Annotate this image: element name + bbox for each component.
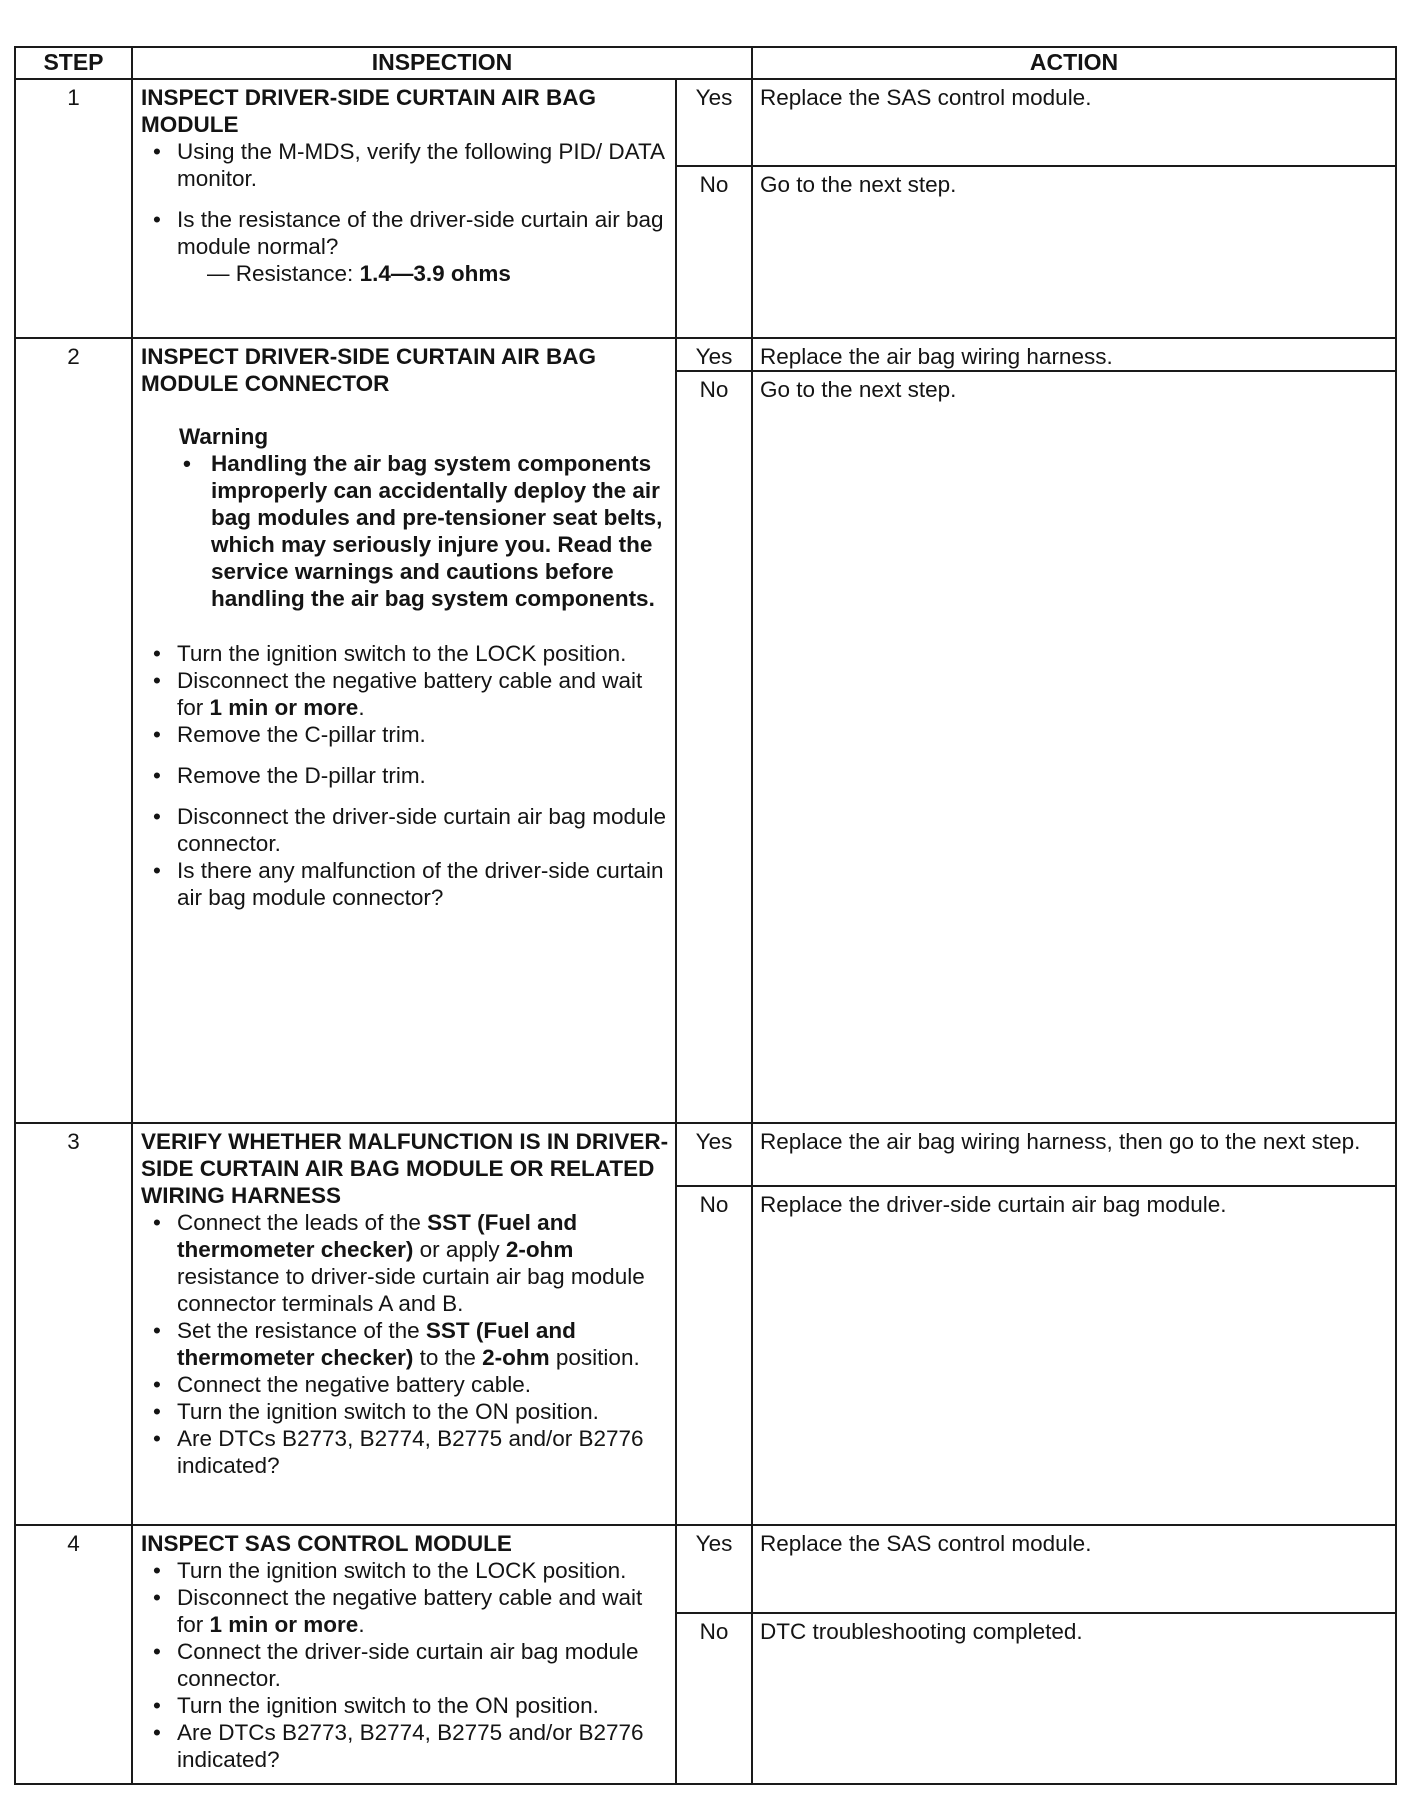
inspection-bullet: • Disconnect the negative battery cable and wait for 1 min or more. <box>145 1584 669 1638</box>
yes-label: Yes <box>676 79 752 166</box>
yes-label: Yes <box>676 1123 752 1186</box>
yes-label: Yes <box>676 1525 752 1613</box>
inspection-bullet: • Remove the D-pillar trim. <box>145 762 669 789</box>
yes-action: Replace the SAS control module. <box>752 79 1396 166</box>
step-2-yes-row <box>15 338 1396 371</box>
inspection-header: INSPECTION <box>132 47 752 79</box>
step-title: VERIFY WHETHER MALFUNCTION IS IN DRIVER-SIDE CURTAIN AIR BAG MODULE OR RELATED WIRING HARNESS <box>141 1129 669 1209</box>
inspection-bullet: • Is the resistance of the driver-side curtain air bag module normal? — Resistance: 1.4—3.9 ohms <box>145 206 669 287</box>
step-number: 3 <box>15 1123 132 1525</box>
no-action: Replace the driver-side curtain air bag module. <box>752 1186 1396 1525</box>
inspection-bullet: • Is there any malfunction of the driver-side curtain air bag module connector? <box>145 857 669 911</box>
inspection-bullet: • Turn the ignition switch to the LOCK position. <box>145 640 669 667</box>
action-header: ACTION <box>752 47 1396 79</box>
step-inspection <box>132 79 676 338</box>
inspection-bullet: • Connect the leads of the SST (Fuel and thermometer checker) or apply 2-ohm resistance to driver-side curtain air bag module connector terminals A and B. <box>145 1209 669 1317</box>
step-number: 2 <box>15 338 132 1123</box>
step-number: 4 <box>15 1525 132 1784</box>
step-inspection <box>132 1525 676 1784</box>
inspection-bullet: • Using the M-MDS, verify the following PID/ DATA monitor. <box>145 138 669 192</box>
no-action: DTC troubleshooting completed. <box>752 1613 1396 1784</box>
inspection-bullet: • Turn the ignition switch to the ON position. <box>145 1398 669 1425</box>
step-inspection <box>132 338 676 1123</box>
step-4-yes-row <box>15 1525 1396 1613</box>
header-row <box>15 47 1396 79</box>
step-1-yes-row <box>15 79 1396 166</box>
no-label: No <box>676 1613 752 1784</box>
step-inspection <box>132 1123 676 1525</box>
inspection-bullet: • Remove the C-pillar trim. <box>145 721 669 748</box>
warning-bullet: • Handling the air bag system components improperly can accidentally deploy the air bag modules and pre-tensioner seat belts, which may seriously injure you. Read the service warnings and cautions before handling the air bag system components. <box>179 450 669 612</box>
troubleshooting-table <box>14 46 1397 1785</box>
no-label: No <box>676 371 752 1123</box>
inspection-bullet: • Connect the negative battery cable. <box>145 1371 669 1398</box>
inspection-bullet: • Disconnect the driver-side curtain air bag module connector. <box>145 803 669 857</box>
step-title: INSPECT DRIVER-SIDE CURTAIN AIR BAG MODULE CONNECTOR <box>141 343 597 396</box>
yes-action: Replace the SAS control module. <box>752 1525 1396 1613</box>
yes-label: Yes <box>676 338 752 371</box>
no-label: No <box>676 166 752 337</box>
inspection-bullet: • Turn the ignition switch to the ON position. <box>145 1692 669 1719</box>
yes-action: Replace the air bag wiring harness. <box>752 338 1396 371</box>
yes-action: Replace the air bag wiring harness, then go to the next step. <box>752 1123 1396 1186</box>
inspection-bullet: • Turn the ignition switch to the LOCK position. <box>145 1557 669 1584</box>
warning-title: Warning <box>179 423 269 449</box>
inspection-bullet: • Disconnect the negative battery cable and wait for 1 min or more. <box>145 667 669 721</box>
no-label: No <box>676 1186 752 1525</box>
inspection-bullet: • Set the resistance of the SST (Fuel and thermometer checker) to the 2-ohm position. <box>145 1317 669 1371</box>
step-number: 1 <box>15 79 132 338</box>
inspection-bullet: • Are DTCs B2773, B2774, B2775 and/or B2776 indicated? <box>145 1719 669 1773</box>
no-action: Go to the next step. <box>752 166 1396 337</box>
no-action: Go to the next step. <box>752 371 1396 1123</box>
inspection-bullet: • Are DTCs B2773, B2774, B2775 and/or B2776 indicated? <box>145 1425 669 1479</box>
step-title: INSPECT DRIVER-SIDE CURTAIN AIR BAG MODULE <box>141 85 597 138</box>
step-3-yes-row <box>15 1123 1396 1186</box>
step-header: STEP <box>15 47 132 79</box>
step-title: INSPECT SAS CONTROL MODULE <box>141 1531 512 1557</box>
inspection-bullet: • Connect the driver-side curtain air bag module connector. <box>145 1638 669 1692</box>
warning-box <box>179 423 669 612</box>
